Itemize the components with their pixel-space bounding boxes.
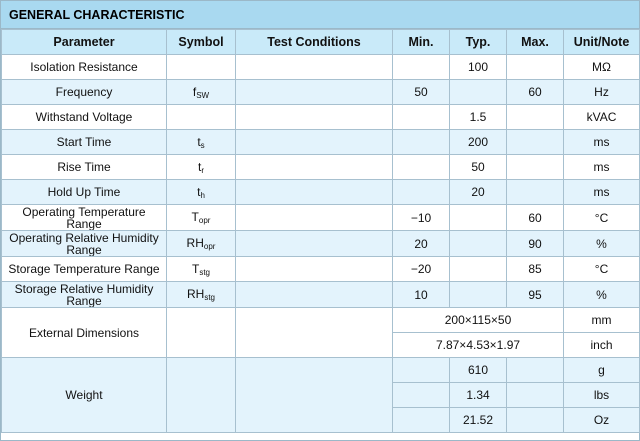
weight-value: 1.34 (450, 383, 507, 408)
cell-max (507, 55, 564, 80)
cell-parameter: Withstand Voltage (2, 105, 167, 130)
cell-min: 20 (393, 231, 450, 257)
cell-unit: kVAC (564, 105, 640, 130)
cell-parameter: Operating Relative Humidity Range (2, 231, 167, 257)
cell-parameter: Start Time (2, 130, 167, 155)
cell-symbol-dimensions (167, 308, 236, 358)
table-row (2, 205, 640, 231)
cell-symbol: $t_h$ (167, 180, 236, 205)
table-row (2, 130, 640, 155)
cell-unit: % (564, 231, 640, 257)
cell-unit: MΩ (564, 55, 640, 80)
cell-max: 60 (507, 80, 564, 105)
weight-max-cell (507, 408, 564, 433)
dimensions-metric-unit: mm (564, 308, 640, 333)
cell-symbol: $t_s$ (167, 130, 236, 155)
cell-conditions (236, 282, 393, 308)
dimensions-imperial-value: 7.87×4.53×1.97 (393, 333, 564, 358)
header-unit: Unit/Note (564, 30, 640, 55)
header-parameter: Parameter (2, 30, 167, 55)
table-row (2, 257, 640, 282)
cell-max (507, 155, 564, 180)
cell-typ: 50 (450, 155, 507, 180)
cell-conditions (236, 205, 393, 231)
cell-parameter: Storage Temperature Range (2, 257, 167, 282)
cell-symbol: $T_{stg}$ (167, 257, 236, 282)
weight-row-g (2, 358, 640, 383)
cell-typ (450, 257, 507, 282)
cell-parameter: Operating Temperature Range (2, 205, 167, 231)
cell-max: 85 (507, 257, 564, 282)
cell-typ: 1.5 (450, 105, 507, 130)
cell-parameter: Rise Time (2, 155, 167, 180)
header-row (2, 30, 640, 55)
cell-min: −10 (393, 205, 450, 231)
cell-symbol: $t_r$ (167, 155, 236, 180)
cell-typ (450, 282, 507, 308)
cell-max (507, 130, 564, 155)
cell-unit: °C (564, 257, 640, 282)
cell-max (507, 180, 564, 205)
table-row (2, 180, 640, 205)
cell-conditions (236, 130, 393, 155)
cell-symbol: $f_{SW}$ (167, 80, 236, 105)
table-row (2, 80, 640, 105)
cell-max: 90 (507, 231, 564, 257)
dimensions-imperial-unit: inch (564, 333, 640, 358)
cell-symbol: $T_{opr}$ (167, 205, 236, 231)
cell-conditions (236, 80, 393, 105)
cell-unit: ms (564, 155, 640, 180)
dimensions-row-metric (2, 308, 640, 333)
weight-min-cell (393, 358, 450, 383)
cell-unit: ms (564, 180, 640, 205)
cell-typ: 200 (450, 130, 507, 155)
cell-min (393, 130, 450, 155)
table-row (2, 155, 640, 180)
weight-max-cell (507, 383, 564, 408)
weight-unit: lbs (564, 383, 640, 408)
cell-parameter-weight: Weight (2, 358, 167, 433)
cell-min: −20 (393, 257, 450, 282)
weight-value: 21.52 (450, 408, 507, 433)
cell-typ: 20 (450, 180, 507, 205)
weight-unit: g (564, 358, 640, 383)
cell-typ (450, 205, 507, 231)
cell-min (393, 180, 450, 205)
cell-unit: °C (564, 205, 640, 231)
cell-unit: % (564, 282, 640, 308)
cell-conditions (236, 55, 393, 80)
cell-min (393, 55, 450, 80)
cell-min (393, 105, 450, 130)
weight-unit: Oz (564, 408, 640, 433)
cell-symbol (167, 55, 236, 80)
cell-typ (450, 80, 507, 105)
header-symbol: Symbol (167, 30, 236, 55)
weight-value: 610 (450, 358, 507, 383)
characteristics-table (1, 29, 640, 433)
cell-min (393, 155, 450, 180)
cell-conditions (236, 105, 393, 130)
cell-parameter: Frequency (2, 80, 167, 105)
cell-unit: ms (564, 130, 640, 155)
cell-conditions-weight (236, 358, 393, 433)
cell-min: 10 (393, 282, 450, 308)
section-title: GENERAL CHARACTERISTIC (1, 1, 639, 29)
cell-unit: Hz (564, 80, 640, 105)
cell-typ (450, 231, 507, 257)
cell-typ: 100 (450, 55, 507, 80)
cell-conditions (236, 231, 393, 257)
cell-symbol (167, 105, 236, 130)
weight-min-cell (393, 383, 450, 408)
header-typ: Typ. (450, 30, 507, 55)
cell-conditions (236, 257, 393, 282)
header-max: Max. (507, 30, 564, 55)
cell-parameter: Isolation Resistance (2, 55, 167, 80)
cell-min: 50 (393, 80, 450, 105)
cell-symbol: $RH_{opr}$ (167, 231, 236, 257)
cell-conditions (236, 180, 393, 205)
header-test-conditions: Test Conditions (236, 30, 393, 55)
cell-parameter: Hold Up Time (2, 180, 167, 205)
cell-max (507, 105, 564, 130)
dimensions-metric-value: 200×115×50 (393, 308, 564, 333)
cell-max: 60 (507, 205, 564, 231)
cell-conditions-dimensions (236, 308, 393, 358)
cell-parameter: Storage Relative Humidity Range (2, 282, 167, 308)
cell-max: 95 (507, 282, 564, 308)
table-row (2, 231, 640, 257)
table-row (2, 55, 640, 80)
cell-symbol-weight (167, 358, 236, 433)
weight-min-cell (393, 408, 450, 433)
table-row (2, 282, 640, 308)
header-min: Min. (393, 30, 450, 55)
cell-parameter-dimensions: External Dimensions (2, 308, 167, 358)
cell-symbol: $RH_{stg}$ (167, 282, 236, 308)
weight-max-cell (507, 358, 564, 383)
cell-conditions (236, 155, 393, 180)
table-row (2, 105, 640, 130)
